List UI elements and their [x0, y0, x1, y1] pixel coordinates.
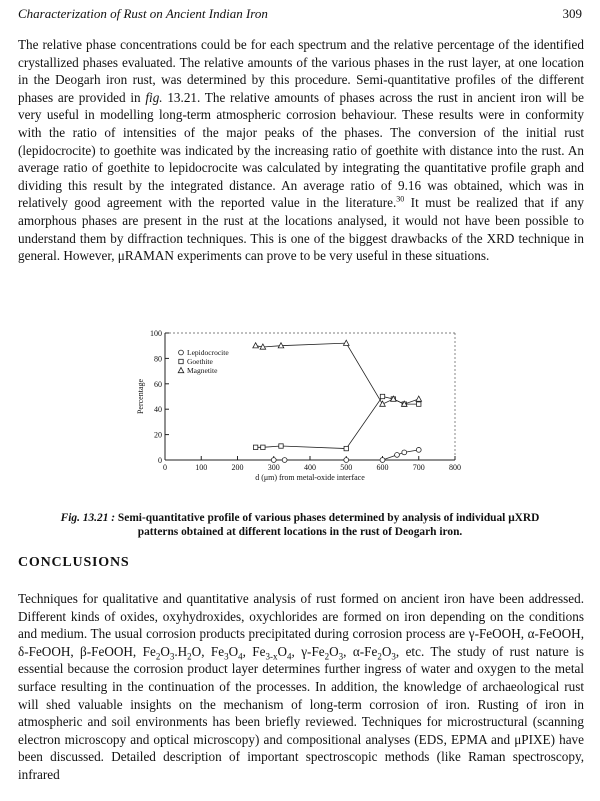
y-tick-label: 60 — [154, 379, 162, 389]
figure-caption — [60, 511, 540, 539]
running-header — [18, 6, 582, 24]
goethite-point — [380, 394, 384, 398]
phase-profile-chart — [120, 328, 480, 500]
legend-triangle-icon — [178, 368, 184, 373]
legend-square-icon — [179, 359, 183, 363]
caption-label: Fig. 13.21 : — [60, 512, 116, 524]
y-tick-label: 20 — [154, 430, 162, 440]
figure-reference: fig. — [145, 89, 163, 105]
legend-circle-icon — [179, 350, 184, 355]
goethite-line — [256, 397, 419, 449]
page-number: 309 — [562, 6, 582, 21]
magnetite-line — [256, 343, 419, 404]
x-axis-label: d (μm) from metal-oxide interface — [255, 473, 365, 482]
lepidocrocite-point — [282, 458, 287, 463]
x-tick-label: 300 — [267, 463, 280, 472]
section-heading: CONCLUSIONS — [18, 555, 130, 570]
lepidocrocite-point — [402, 450, 407, 455]
y-tick-label: 100 — [150, 329, 162, 338]
lepidocrocite-point — [395, 453, 400, 458]
x-tick-label: 800 — [449, 463, 461, 472]
lepidocrocite-point — [416, 447, 421, 452]
y-tick-label: 40 — [154, 405, 162, 415]
legend-label: Magnetite — [187, 366, 218, 375]
body-paragraph-2: Techniques for qualitative and quantitative analysis of rust formed on ancient iron have been addressed. Different kinds of oxides, oxyhydroxides, oxychlorides are formed on iron depending on the conditions and medium. The usual corrosion products precipitated during corrosion process are γ-FeOOH, α-FeOOH, δ-FeOOH, β-FeOOH, $Fe_2O_3.H_2O$, $Fe_3O_4$, $Fe_{3-x}O_4$, $\gamma-Fe_2O_3$, $\alpha-Fe_2O_3$, etc. The study of rust nature is essential because the corrosion product layer determines further ingress of water and oxygen to the metal surface resulting in the continuation of the processes. In addition, the knowledge of archaeological rust will shed valuable insights on the mechanism of long-term corrosion of iron. Rusting of iron in atmospheric and soil environments has been briefly reviewed. Techniques for microstructural (scanning electron microscopy and optical microscopy) and compositional analyses (EDS, EPMA and μPIXE) have been discussed. Detailed description of important spectroscopic methods (like Raman spectroscopy, infrared — [18, 591, 584, 782]
x-tick-label: 100 — [195, 463, 208, 472]
x-tick-label: 500 — [340, 463, 353, 472]
goethite-point — [253, 445, 257, 449]
x-tick-label: 400 — [304, 463, 316, 472]
footnote-marker: 30 — [396, 194, 405, 204]
x-tick-label: 600 — [376, 463, 389, 472]
x-tick-label: 0 — [163, 463, 167, 472]
goethite-point — [344, 446, 348, 450]
chart-legend — [178, 348, 229, 375]
body-paragraph-1 — [18, 36, 584, 265]
x-tick-label: 200 — [231, 463, 244, 472]
caption-text: Semi-quantitative profile of various phases determined by analysis of individual μXRD patterns obtained at different locations in the rust of Deogarh iron. — [115, 512, 540, 538]
paragraph-text: 13.21. The relative amounts of phases across the rust in ancient iron will be very useful in modelling long-term atmospheric corrosion behaviour. These results were in conformity with the ratio of intensities of the major peaks of the phases. The conversion of the initial rust (lepidocrocite) to goethite was indicated by the increasing ratio of goethite with distance into the rust. An average ratio of goethite to lepidocrocite was calculated by integrating the quantitative profile graph and dividing this result by the integrated distance. An average ratio of 9.16 was obtained, which was in relatively good agreement with the reported value in the literature. — [18, 89, 584, 211]
lepidocrocite-point — [380, 458, 385, 463]
lepidocrocite-point — [344, 458, 349, 463]
legend-label: Lepidocrocite — [187, 348, 229, 357]
chart-marks — [253, 340, 422, 462]
goethite-point — [279, 444, 283, 448]
magnetite-point — [416, 396, 422, 401]
magnetite-point — [380, 401, 386, 406]
legend-label: Goethite — [187, 357, 213, 366]
x-tick-label: 700 — [412, 463, 425, 472]
magnetite-point — [343, 340, 349, 345]
running-title: Characterization of Rust on Ancient Indian Iron — [18, 6, 268, 21]
chart-axes — [136, 329, 461, 482]
magnetite-point — [253, 343, 259, 348]
y-axis-label: Percentage — [136, 378, 145, 415]
goethite-point — [261, 445, 265, 449]
paragraph-text: The relative phase concentrations could be for each spectrum and the relative percentage of the identified crystallized phases evaluated. The relative amounts of the various phases in the rust layer, at one location in the Deogarh iron rust, was determined by this procedure. Semi-quantitative profiles of the different phases are provided in — [18, 37, 584, 105]
y-tick-label: 80 — [154, 354, 162, 364]
goethite-point — [417, 402, 421, 406]
figure-13-21 — [120, 328, 480, 500]
lepidocrocite-point — [271, 458, 276, 463]
y-tick-label: 0 — [158, 456, 162, 465]
paragraph-text: It must be realized that if any amorphous phases are present in the rust at the locations analysed, it would not have been possible to understand them by diffraction techniques. This is one of the biggest drawbacks of the XRD technique in general. However, μRAMAN experiments can prove to be very useful in these situations. — [18, 195, 584, 264]
